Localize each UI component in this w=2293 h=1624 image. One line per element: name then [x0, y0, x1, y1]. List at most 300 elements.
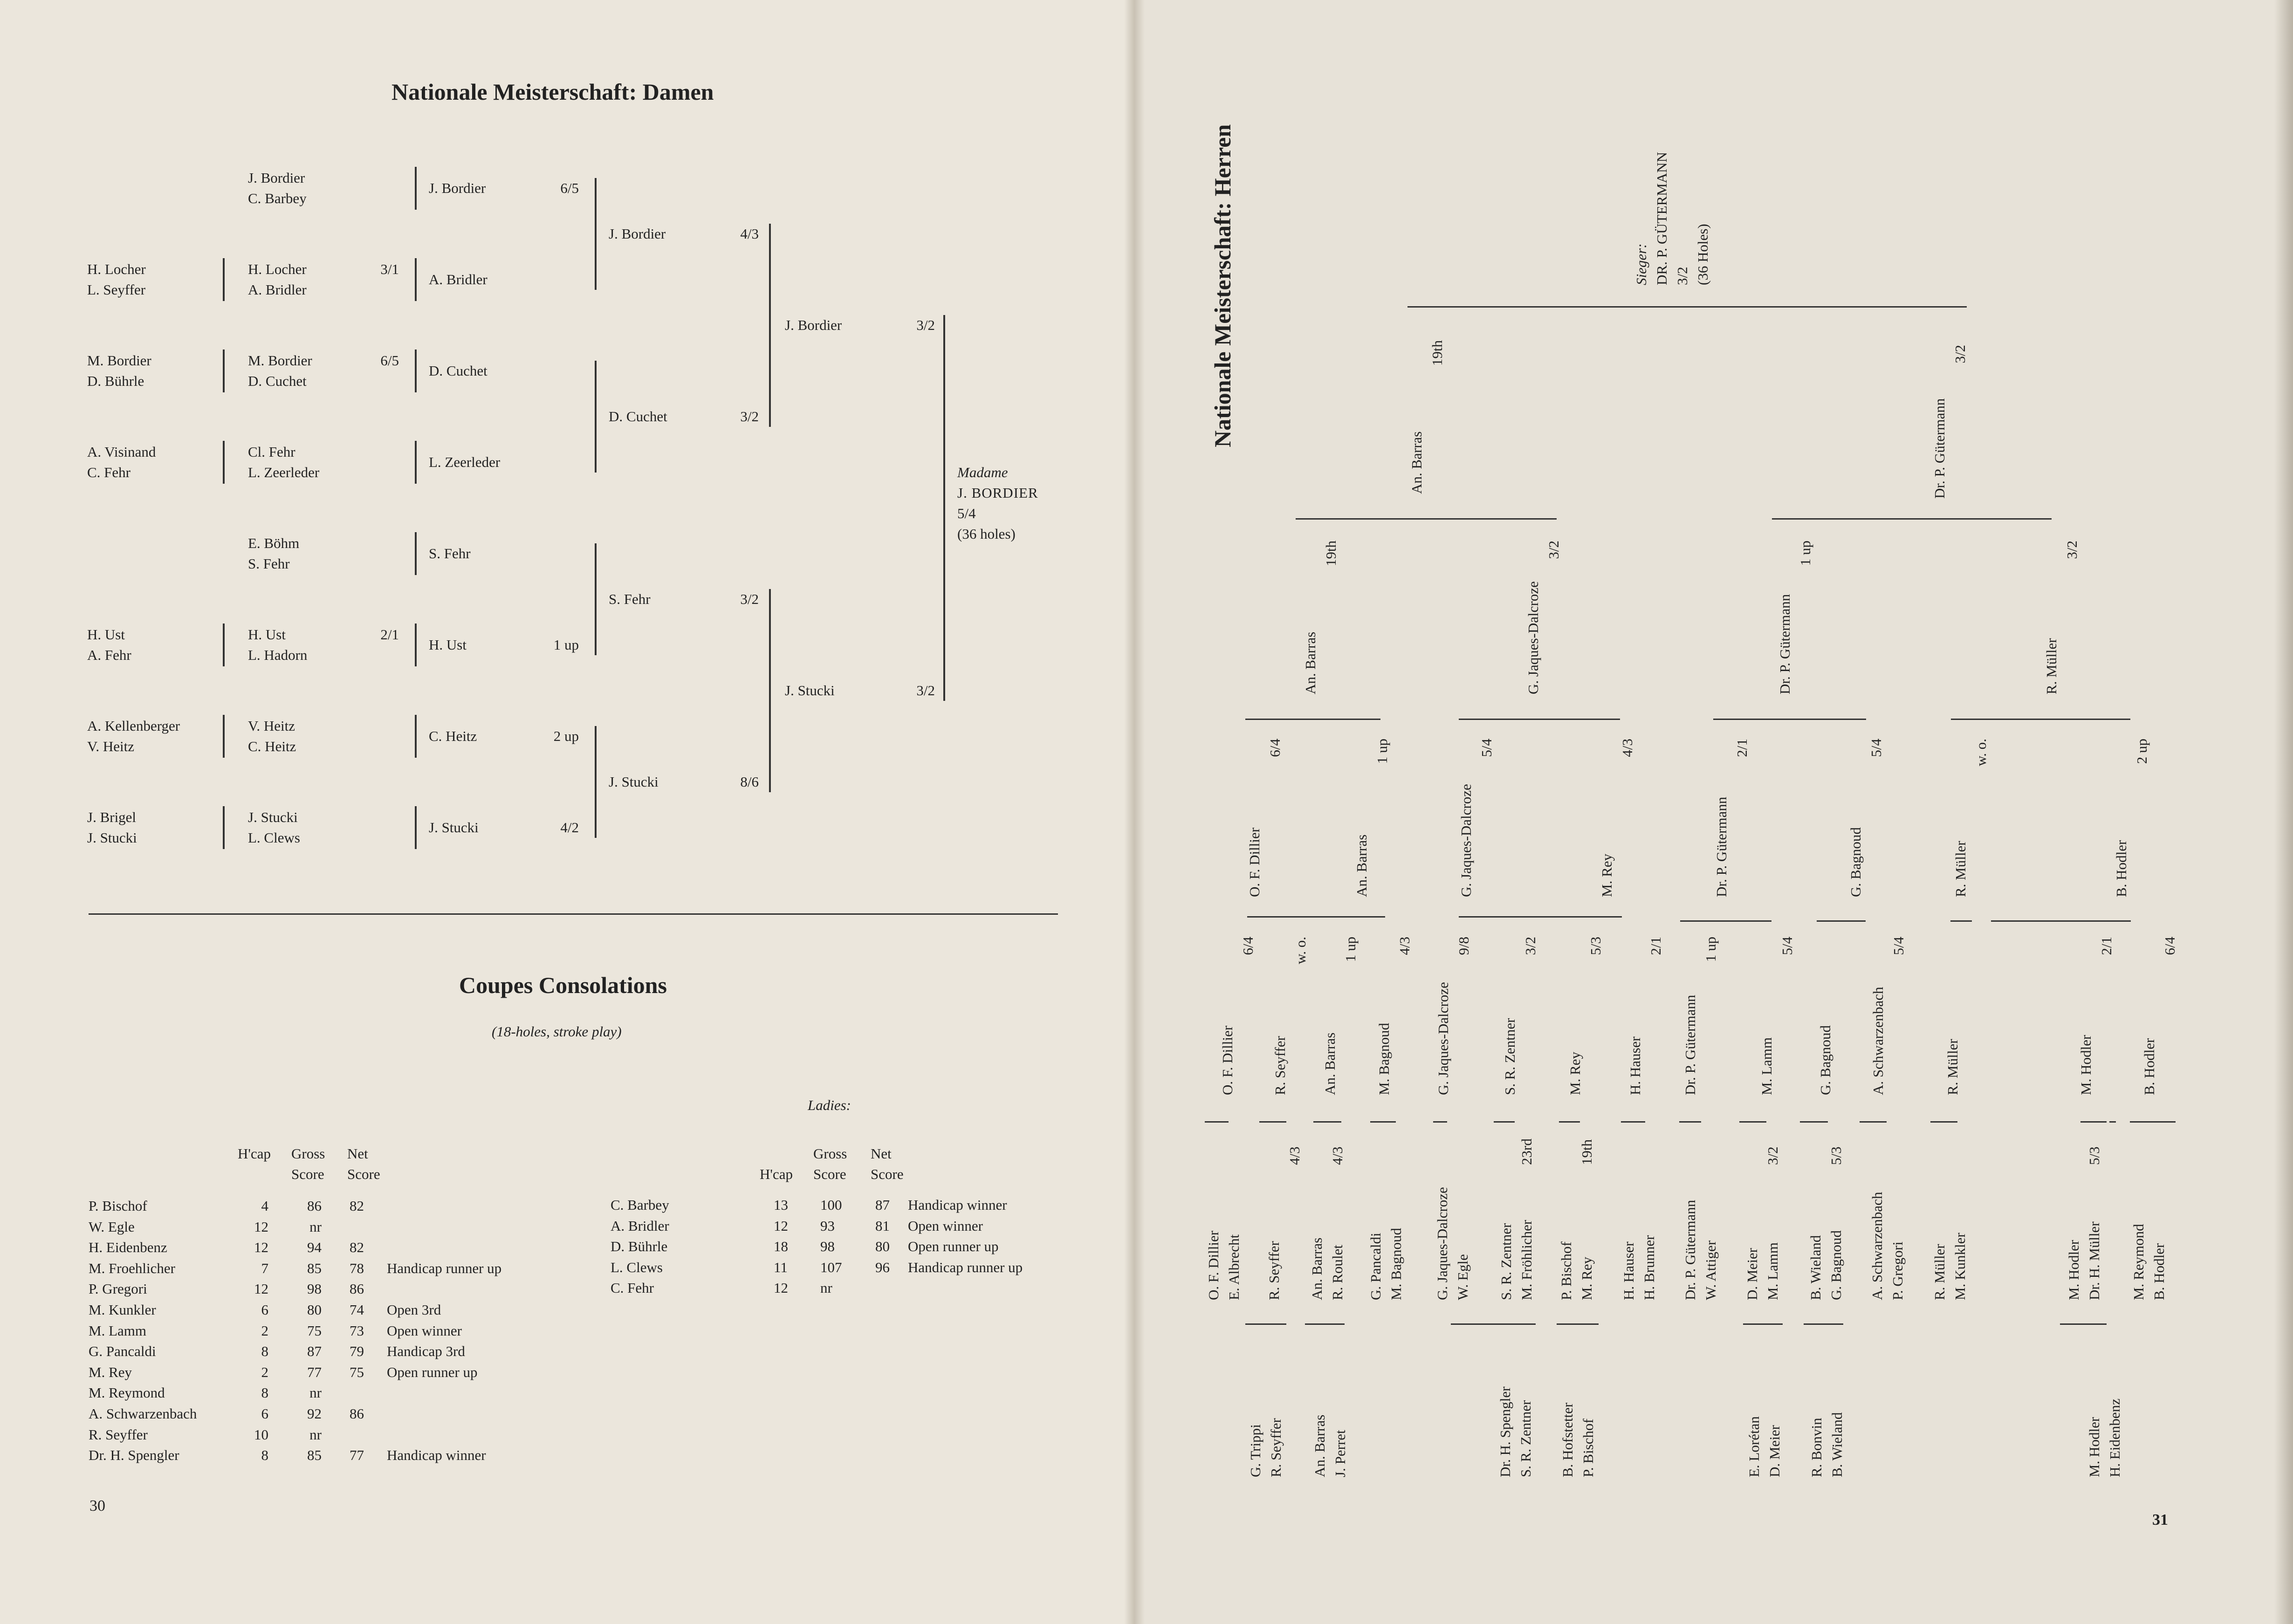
round3-score: 8/6 [740, 774, 759, 790]
pair-bracket-line [223, 624, 225, 666]
consolation-title: Coupes Consolations [459, 972, 667, 998]
mens-winner-name: DR. P. GÜTERMANN [1654, 152, 1670, 285]
ladies-net: 87 [875, 1197, 890, 1213]
men-net: 79 [350, 1343, 364, 1360]
mens-winner-label: Sieger: [1633, 243, 1649, 285]
men-player-name: M. Rey [89, 1364, 132, 1380]
prelim-player: D. Meier [1766, 1425, 1783, 1477]
men-gross-header: Gross [291, 1145, 325, 1162]
quarterfinal-player: R. Müller [1952, 841, 1969, 897]
round16-bracket-line [1860, 1121, 1887, 1123]
pair-player: J. Brigel [87, 809, 137, 825]
round16-player: G. Jaques-Dalcroze [1435, 982, 1451, 1095]
men-hcap: 8 [261, 1343, 268, 1360]
prelim-player: S. R. Zentner [1517, 1400, 1534, 1477]
round3-player: S. Fehr [609, 591, 651, 607]
quarterfinal-bracket-line [1991, 920, 2131, 922]
quarterfinal-player: Dr. P. Gütermann [1713, 796, 1730, 897]
round1-player: D. Cuchet [248, 373, 307, 389]
round1-match [1929, 1160, 1970, 1300]
prelim-match [1744, 1351, 1785, 1477]
final-match [1929, 345, 1970, 499]
quarterfinal-score: 6/4 [1267, 739, 1283, 757]
round1-bracket-line [1451, 1323, 1536, 1325]
men-net: 78 [350, 1260, 364, 1276]
men-net-header: Net [347, 1145, 368, 1162]
men-net: 77 [350, 1447, 364, 1464]
semifinal-score: 19th [1323, 541, 1339, 567]
prelim-player: B. Hofstetter [1559, 1402, 1576, 1477]
final-bracket-line [1772, 518, 2052, 520]
semifinal-score: 3/2 [1545, 541, 1562, 559]
round2-score: 1 up [553, 637, 579, 653]
semifinal-match [2041, 541, 2082, 694]
quarterfinal-bracket-line [1459, 916, 1622, 918]
ladies-player-name: A. Bridler [611, 1217, 669, 1234]
quarterfinal-score: 2 up [2134, 739, 2150, 764]
round1-bracket-line [415, 624, 417, 666]
pair-player: A. Visinand [87, 444, 156, 460]
quarterfinal-bracket-line [1680, 920, 1771, 922]
round16-match [1943, 937, 1963, 1095]
men-gross: 86 [307, 1198, 322, 1214]
ladies-hcap: 12 [774, 1217, 788, 1234]
quarterfinal-bracket-line [1817, 920, 1866, 922]
quarterfinal-match [1244, 739, 1285, 897]
ladies-hcap: 13 [774, 1197, 788, 1213]
round1-match [1203, 1160, 1244, 1300]
round1-score: 6/5 [380, 352, 399, 369]
men-gross-header-2: Score [291, 1166, 324, 1182]
men-net: 86 [350, 1281, 364, 1297]
pair-player: V. Heitz [87, 738, 135, 754]
round3-score: 3/2 [740, 591, 759, 607]
semifinal-score: 3/2 [2064, 541, 2080, 559]
ladies-winner-holes: (36 holes) [957, 526, 1016, 542]
ladies-winner-name: J. BORDIER [957, 485, 1038, 501]
men-gross: 94 [307, 1239, 322, 1256]
round1-score: 5/3 [2086, 1146, 2102, 1165]
round2-player: C. Heitz [429, 728, 477, 744]
quarterfinal-match [1352, 739, 1393, 897]
men-hcap: 6 [261, 1302, 268, 1318]
round2-bracket-line [595, 361, 597, 473]
pair-bracket-line [223, 806, 225, 849]
quarterfinal-match [1950, 739, 1991, 897]
round1-player: V. Heitz [248, 718, 295, 734]
round3-bracket-line [769, 589, 771, 792]
pair-player: H. Ust [87, 626, 125, 643]
prelim-match [1495, 1351, 1536, 1477]
round1-player: Dr. H. Müller [2086, 1221, 2102, 1300]
men-gross: 80 [307, 1302, 322, 1318]
quarterfinal-score: 1 up [1374, 739, 1390, 764]
ladies-gross: 93 [820, 1217, 835, 1234]
ladies-label: Ladies: [808, 1097, 851, 1113]
ladies-player-name: C. Fehr [611, 1280, 654, 1296]
round1-score: 3/1 [380, 261, 399, 277]
round16-match [1217, 937, 1258, 1095]
round1-player: Dr. P. Gütermann [1682, 1199, 1698, 1300]
round1-player: Cl. Fehr [248, 444, 295, 460]
round16-bracket-line [2109, 1121, 2116, 1123]
men-note: Handicap runner up [387, 1260, 502, 1276]
men-gross: nr [309, 1384, 322, 1401]
round1-bracket-line [415, 532, 417, 575]
ladies-gross-header-2: Score [813, 1166, 846, 1182]
men-hcap: 7 [261, 1260, 268, 1276]
semifinal-score: 3/2 [916, 317, 935, 333]
ladies-player-name: C. Barbey [611, 1197, 669, 1213]
pair-bracket-line [223, 258, 225, 301]
round1-player: P. Bischof [1558, 1241, 1574, 1300]
round16-bracket-line [1205, 1121, 1229, 1123]
men-hcap: 4 [261, 1198, 268, 1214]
final-player: Dr. P. Gütermann [1931, 398, 1948, 499]
semifinal-bracket-line [1245, 719, 1380, 720]
ladies-gross: 100 [820, 1197, 842, 1213]
quarterfinal-match [1846, 739, 1887, 897]
prelim-player: J. Perret [1332, 1430, 1348, 1477]
round1-score-group [1284, 1118, 1305, 1165]
quarterfinal-match [1711, 739, 1752, 897]
round1-score: 23rd [1518, 1138, 1535, 1165]
round2-score: 6/5 [560, 180, 579, 196]
round1-player: M. Kunkler [1952, 1233, 1968, 1300]
round1-score: 4/3 [1286, 1146, 1303, 1165]
ladies-note: Open runner up [908, 1238, 999, 1255]
round16-score: 4/3 [1396, 937, 1413, 955]
round1-match [2064, 1160, 2105, 1300]
ladies-hcap: 12 [774, 1280, 788, 1296]
semifinal-bracket-line [1951, 719, 2130, 720]
book-gutter [1124, 0, 1145, 1624]
round16-player: R. Müller [1944, 1039, 1961, 1095]
round16-bracket-line [1930, 1121, 1957, 1123]
men-net: 82 [350, 1198, 364, 1214]
round16-bracket-line [1494, 1121, 1515, 1123]
round1-player: O. F. Dillier [1205, 1230, 1222, 1300]
men-player-name: M. Reymond [89, 1384, 165, 1401]
round16-bracket-line [1313, 1121, 1341, 1123]
champion-line [1407, 306, 1967, 308]
round2-player: J. Stucki [429, 819, 479, 836]
round16-player: R. Seyffer [1272, 1036, 1288, 1095]
pair-player: L. Seyffer [87, 281, 146, 298]
pair-bracket-line [223, 441, 225, 484]
round16-bracket-line [2130, 1121, 2176, 1123]
round1-score: 3/2 [1764, 1146, 1781, 1165]
men-gross: 98 [307, 1281, 322, 1297]
ladies-gross: 107 [820, 1259, 842, 1275]
round1-bracket-line [415, 258, 417, 301]
men-note: Open runner up [387, 1364, 478, 1380]
round1-player: C. Barbey [248, 190, 307, 206]
round16-match [2076, 937, 2117, 1095]
round1-player: M. Fröhlicher [1518, 1220, 1535, 1300]
men-player-name: P. Bischof [89, 1198, 147, 1214]
prelim-player: H. Eidenbenz [2107, 1398, 2123, 1477]
round1-player: M. Lamm [1764, 1242, 1781, 1300]
men-hcap: 10 [254, 1426, 268, 1443]
final-score: 19th [1429, 340, 1445, 366]
ladies-player-name: L. Clews [611, 1259, 663, 1275]
page-number-right: 31 [2152, 1511, 2168, 1528]
page-edge [2274, 0, 2293, 1624]
men-note: Handicap winner [387, 1447, 486, 1464]
round1-match [1680, 1160, 1721, 1300]
round1-bracket-line [415, 715, 417, 758]
pair-bracket-line [223, 349, 225, 392]
round16-match [1374, 937, 1415, 1095]
round3-bracket-line [769, 224, 771, 427]
prelim-player: G. Trippi [1247, 1424, 1263, 1477]
round16-score: 9/8 [1455, 937, 1472, 955]
round2-player: S. Fehr [429, 545, 471, 562]
quarterfinal-player: G. Bagnoud [1847, 827, 1864, 897]
round1-match [1307, 1160, 1348, 1300]
round1-match [1432, 1160, 1473, 1300]
round16-match [1500, 937, 1541, 1095]
round3-player: J. Bordier [609, 226, 666, 242]
round1-player: H. Brunner [1641, 1235, 1657, 1300]
round1-player: M. Rey [1579, 1257, 1595, 1300]
round1-player: D. Meier [1744, 1248, 1760, 1300]
round16-bracket-line [1433, 1121, 1447, 1123]
round1-player: S. R. Zentner [1498, 1223, 1514, 1300]
round1-bracket-line [1804, 1323, 1843, 1325]
final-bracket-line [943, 315, 945, 701]
prelim-player: P. Bischof [1580, 1418, 1596, 1477]
round1-match [1867, 1160, 1908, 1300]
round16-score: 1 up [1342, 937, 1359, 962]
round1-player: H. Locher [248, 261, 307, 277]
round1-bracket-line [415, 167, 417, 210]
round16-score: 2/1 [2098, 937, 2115, 955]
men-net: 82 [350, 1239, 364, 1256]
round16-bracket-line [1679, 1121, 1701, 1123]
men-hcap: 12 [254, 1218, 268, 1235]
men-gross: 87 [307, 1343, 322, 1360]
semifinal-match [1523, 541, 1564, 694]
quarterfinal-player: M. Rey [1599, 854, 1615, 897]
round16-score: w. o. [1292, 937, 1309, 965]
men-player-name: W. Egle [89, 1218, 135, 1235]
prelim-player: An. Barras [1311, 1414, 1328, 1477]
round1-bracket-line [415, 806, 417, 849]
round16-bracket-line [1259, 1121, 1286, 1123]
round1-player: L. Zeerleder [248, 464, 320, 480]
round1-bracket-line [415, 349, 417, 392]
men-player-name: M. Lamm [89, 1322, 146, 1339]
semifinal-score: 3/2 [916, 682, 935, 699]
round16-score: 5/4 [1890, 937, 1907, 955]
semifinal-player: R. Müller [2043, 638, 2060, 694]
round16-player: M. Bagnoud [1376, 1023, 1392, 1095]
men-hcap: 12 [254, 1281, 268, 1297]
round2-player: D. Cuchet [429, 363, 487, 379]
men-player-name: R. Seyffer [89, 1426, 148, 1443]
men-player-name: Dr. H. Spengler [89, 1447, 179, 1464]
quarterfinal-player: G. Jaques-Dalcroze [1458, 784, 1474, 897]
round16-match [2139, 937, 2180, 1095]
round16-player: S. R. Zentner [1502, 1018, 1518, 1095]
men-gross: 77 [307, 1364, 322, 1380]
ladies-hcap: 18 [774, 1238, 788, 1255]
round1-match [1806, 1160, 1847, 1300]
round1-bracket-line [1245, 1323, 1286, 1325]
round16-match [1270, 937, 1311, 1095]
round3-player: D. Cuchet [609, 408, 667, 425]
quarterfinal-bracket-line [1950, 920, 1972, 922]
final-player: An. Barras [1408, 431, 1425, 494]
round1-player: W. Attiger [1703, 1240, 1719, 1300]
round1-player: A. Schwarzenbach [1869, 1192, 1885, 1300]
round2-bracket-line [595, 726, 597, 838]
round16-player: A. Schwarzenbach [1870, 987, 1886, 1095]
round1-player: B. Wieland [1807, 1235, 1824, 1300]
pair-player: H. Locher [87, 261, 146, 277]
pair-player: J. Stucki [87, 829, 137, 846]
round16-score: 5/4 [1779, 937, 1795, 955]
round16-player: O. F. Dillier [1219, 1025, 1236, 1095]
pair-bracket-line [223, 715, 225, 758]
men-gross: 85 [307, 1260, 322, 1276]
prelim-player: B. Wieland [1829, 1412, 1845, 1477]
round2-bracket-line [595, 178, 597, 290]
final-bracket-line [1296, 518, 1557, 520]
round2-player: L. Zeerleder [429, 454, 501, 470]
ladies-winner-score: 5/4 [957, 505, 976, 521]
round1-player: M. Reymond [2130, 1224, 2147, 1300]
men-player-name: H. Eidenbenz [89, 1239, 167, 1256]
semifinal-player: J. Bordier [785, 317, 842, 333]
ladies-hcap-header: H'cap [760, 1166, 793, 1182]
semifinal-bracket-line [1713, 719, 1866, 720]
quarterfinal-player: An. Barras [1353, 834, 1370, 897]
round1-player: L. Clews [248, 829, 300, 846]
mens-winner-group [1631, 80, 1713, 285]
pair-player: C. Fehr [87, 464, 130, 480]
men-gross: 85 [307, 1447, 322, 1464]
men-gross: 75 [307, 1322, 322, 1339]
round16-match [1815, 937, 1836, 1095]
men-player-name: M. Kunkler [89, 1302, 156, 1318]
round1-score: 2/1 [380, 626, 399, 643]
round16-score: 5/3 [1587, 937, 1604, 955]
men-hcap: 8 [261, 1384, 268, 1401]
round16-player: An. Barras [1322, 1032, 1338, 1095]
pair-player: A. Fehr [87, 647, 131, 663]
round1-match [1264, 1160, 1284, 1300]
quarterfinal-match [2111, 739, 2152, 897]
round2-player: H. Ust [429, 637, 467, 653]
round16-player: G. Bagnoud [1817, 1025, 1833, 1095]
round16-match [1868, 937, 1909, 1095]
round1-player: L. Hadorn [248, 647, 308, 663]
round1-player: R. Seyffer [1266, 1241, 1282, 1300]
semifinal-player: An. Barras [1302, 631, 1318, 694]
ladies-note: Handicap runner up [908, 1259, 1023, 1275]
quarterfinal-score: 2/1 [1734, 739, 1750, 757]
round16-player: M. Lamm [1758, 1037, 1775, 1095]
ladies-hcap: 11 [774, 1259, 788, 1275]
round1-player: R. Müller [1931, 1244, 1948, 1300]
men-net: 73 [350, 1322, 364, 1339]
round1-score: 4/3 [1329, 1146, 1346, 1165]
round1-player: G. Pancaldi [1367, 1233, 1384, 1300]
prelim-player: R. Seyffer [1268, 1418, 1284, 1477]
round1-player: H. Ust [248, 626, 286, 643]
round3-score: 3/2 [740, 408, 759, 425]
round1-match [1366, 1160, 1407, 1300]
ladies-note: Open winner [908, 1217, 983, 1234]
round1-player: J. Stucki [248, 809, 298, 825]
quarterfinal-score: 5/4 [1478, 739, 1495, 757]
men-player-name: M. Froehlicher [89, 1260, 175, 1276]
men-player-name: G. Pancaldi [89, 1343, 156, 1360]
round1-match [2128, 1160, 2169, 1300]
round16-bracket-line [1800, 1121, 1828, 1123]
round1-match [1619, 1160, 1660, 1300]
men-gross: nr [309, 1426, 322, 1443]
ladies-gross: 98 [820, 1238, 835, 1255]
semifinal-score: 1 up [1797, 541, 1813, 566]
round16-score: 6/4 [2162, 937, 2178, 955]
round16-match [1625, 937, 1666, 1095]
round1-score-group [1577, 1118, 1597, 1165]
ladies-player-name: D. Bührle [611, 1238, 668, 1255]
round16-bracket-line [1559, 1121, 1580, 1123]
semifinal-player: G. Jaques-Dalcroze [1525, 581, 1541, 694]
round1-player: P. Gregori [1889, 1241, 1906, 1300]
round1-player: G. Bagnoud [1828, 1230, 1844, 1300]
round2-score: 4/2 [560, 819, 579, 836]
quarterfinal-match [1456, 739, 1497, 897]
ladies-winner-label: Madame [957, 464, 1008, 480]
round2-bracket-line [595, 543, 597, 655]
round1-score: 5/3 [1828, 1146, 1844, 1165]
round16-score: 1 up [1703, 937, 1719, 962]
prelim-player: R. Bonvin [1808, 1418, 1825, 1477]
men-note: Handicap 3rd [387, 1343, 465, 1360]
round16-bracket-line [1739, 1121, 1766, 1123]
quarterfinal-score: w. o. [1973, 739, 1989, 767]
final-match [1407, 340, 1448, 494]
round16-player: Dr. P. Gütermann [1682, 994, 1698, 1095]
semifinal-player: J. Stucki [785, 682, 835, 699]
men-gross: 92 [307, 1405, 322, 1422]
round1-player: M. Bordier [248, 352, 312, 369]
round1-bracket-line [1557, 1323, 1599, 1325]
round3-score: 4/3 [740, 226, 759, 242]
section-divider [89, 913, 1058, 915]
prelim-player: E. Lorétan [1746, 1416, 1762, 1477]
round1-score-group [1327, 1118, 1348, 1165]
round1-player: E. Albrecht [1226, 1234, 1242, 1300]
round16-bracket-line [1621, 1121, 1645, 1123]
round1-player: R. Roulet [1329, 1245, 1346, 1300]
men-hcap: 8 [261, 1447, 268, 1464]
prelim-match [1310, 1351, 1351, 1477]
men-net-header-2: Score [347, 1166, 380, 1182]
ladies-net: 80 [875, 1238, 890, 1255]
ladies-championship-title: Nationale Meisterschaft: Damen [391, 79, 714, 105]
round16-player: H. Hauser [1627, 1036, 1643, 1095]
men-note: Open winner [387, 1322, 462, 1339]
round1-score: 19th [1579, 1139, 1595, 1165]
round16-score: 3/2 [1522, 937, 1538, 955]
